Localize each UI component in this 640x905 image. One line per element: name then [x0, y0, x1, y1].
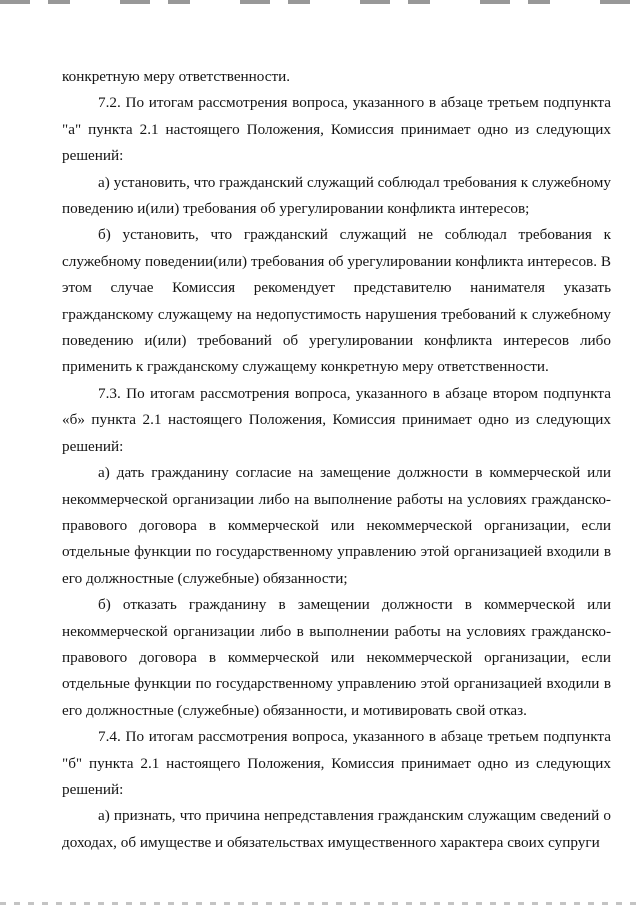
paragraph-7-4: 7.4. По итогам рассмотрения вопроса, указанного в абзаце третьем подпункта "б" пункта 2.1 настоящего Положения, Комиссия принимает одно из следующих решений:	[62, 728, 611, 798]
paragraph-continuation: конкретную меру ответственности.	[62, 68, 291, 85]
paragraph-7-3-b: б) отказать гражданину в замещении должности в коммерческой или некоммерческой организации либо в выполнении работы на условиях гражданско-правового договора в коммерческой или некоммерческой организации, если отдельные функции по государственному управлению этой организацией входили в его должностные (служебные) обязанности, и мотивировать свой отказ.	[62, 596, 611, 719]
paragraph-7-4-a: а) признать, что причина непредставления гражданским служащим сведений о доходах, об имуществе и обязательствах имущественного характера своих супруги	[62, 807, 611, 851]
paragraph-7-2: 7.2. По итогам рассмотрения вопроса, указанного в абзаце третьем подпункта "а" пункта 2.1 настоящего Положения, Комиссия принимает одно из следующих решений:	[62, 94, 611, 165]
paragraph-7-2-a: а) установить, что гражданский служащий соблюдал требования к служебному поведению и(или) требования об урегулировании конфликта интересов;	[62, 173, 611, 218]
paragraph-7-3: 7.3. По итогам рассмотрения вопроса, указанного в абзаце втором подпункта «б» пункта 2.1 настоящего Положения, Комиссия принимает одно из следующих решений:	[62, 384, 611, 455]
paragraph-7-3-a: а) дать гражданину согласие на замещение должности в коммерческой или некоммерческой организации либо на выполнение работы на условиях гражданско-правового договора в коммерческой или некоммерческой организации, если отдельные функции по государственному управлению этой организацией входили в его должностные (служебные) обязанности;	[62, 464, 611, 587]
document-body	[62, 64, 611, 856]
scan-edge-top	[0, 0, 640, 4]
paragraph-7-2-b: б) установить, что гражданский служащий не соблюдал требования к служебному поведении(или) требования об урегулировании конфликта интересов. В этом случае Комиссия рекомендует представителю нанимателя указать гражданскому служащему на недопустимость нарушения требований к служебному поведению и(или) требований об урегулировании конфликта интересов либо применить к гражданскому служащему конкретную меру ответственности.	[62, 226, 611, 376]
